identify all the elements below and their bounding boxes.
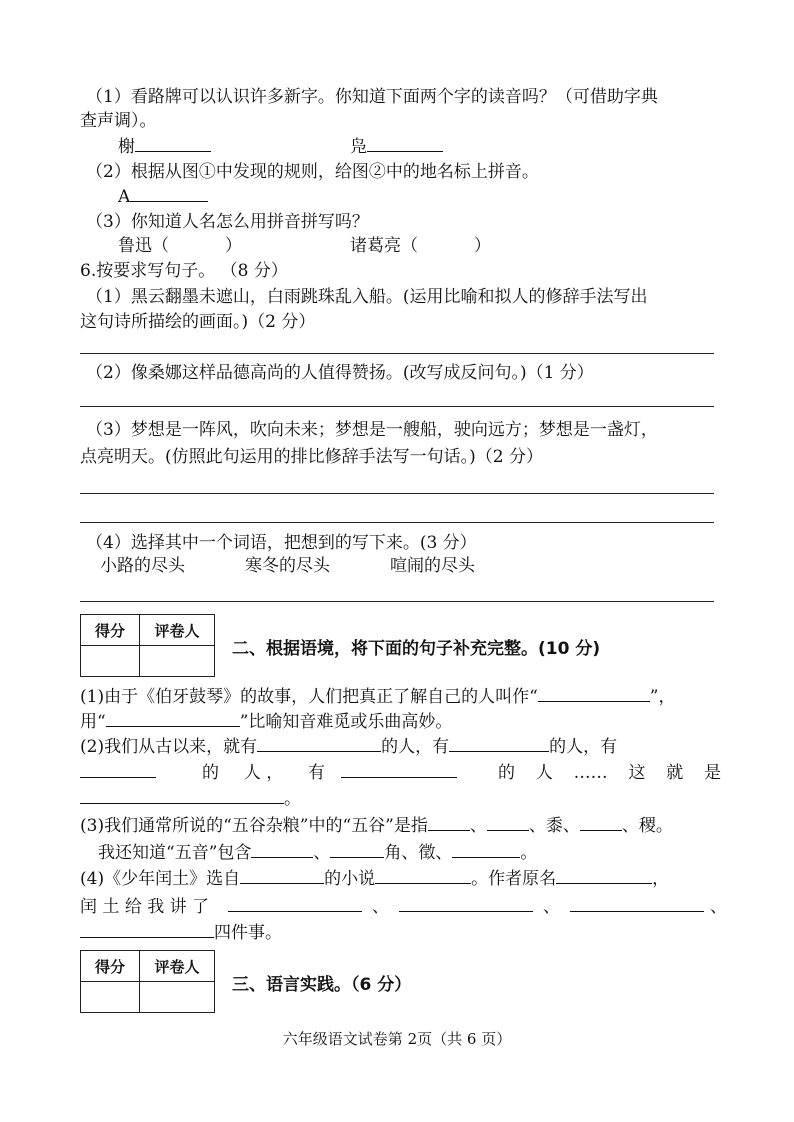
score-cell[interactable] [81, 982, 140, 1013]
s2-p3-blank6[interactable] [452, 842, 520, 858]
s2-p3-blank1[interactable] [428, 815, 470, 831]
s2-p3-blank4[interactable] [251, 842, 313, 858]
s2-p1-text-b: ”， [649, 687, 676, 707]
s2-p4-blank1[interactable] [240, 868, 324, 884]
s2-p4-blank6[interactable] [570, 896, 704, 912]
s2-p3-blank5[interactable] [330, 842, 384, 858]
score-table-section2 [80, 614, 215, 677]
pinyin-blank-b[interactable] [367, 136, 443, 152]
s2-p2-blank1[interactable] [257, 736, 381, 752]
s2-p4-text-d: ， [652, 869, 670, 889]
sep: 、 [562, 816, 580, 836]
q6-s1-line1: （1）黑云翻墨未遮山，白雨跳珠乱入船。(运用比喻和拟人的修辞手法写出 [86, 287, 648, 307]
name-b-label: 诸葛亮（ [350, 236, 418, 256]
q2-prefix: A [118, 187, 131, 207]
s2-p4-blank2[interactable] [375, 868, 471, 884]
s2-p3-blank3[interactable] [580, 815, 622, 831]
s2-p2-w8: 这 [628, 763, 646, 783]
sep: 、 [710, 897, 727, 917]
answer-line-s4[interactable] [80, 601, 714, 602]
s2-p1-blank1[interactable] [538, 686, 650, 702]
q6-title: 6.按要求写句子。 （8 分） [80, 261, 288, 281]
s2-p2-blank2[interactable] [449, 736, 549, 752]
q6-s3-line2: 点亮明天。(仿照此句运用的排比修辞手法写一句话。)（2 分） [80, 447, 543, 467]
answer-line-s2[interactable] [80, 406, 714, 407]
sep: 、 [528, 816, 546, 836]
s2-p2-line2b [498, 762, 721, 784]
s2-p4-text-b: 的小说 [324, 869, 376, 889]
q1-answer-row-b [350, 136, 443, 158]
s2-p4-w3: 给 [124, 897, 142, 917]
s2-p2-blank5[interactable] [80, 788, 284, 804]
q2-answer-row [118, 186, 208, 208]
score-table-section3 [80, 950, 215, 1013]
s2-p4-end: 四件事。 [214, 923, 282, 943]
name-a-label: 鲁迅（ [118, 236, 169, 256]
score-header: 得分 [81, 615, 140, 646]
s2-p2-blank3[interactable] [80, 762, 156, 778]
q1-line1: （1）看路牌可以认识许多新字。你知道下面两个字的读音吗？（可借助字典 [86, 87, 658, 107]
pinyin-blank-a[interactable] [135, 136, 211, 152]
s2-p2-text-b: 的人，有 [381, 737, 450, 757]
page-footer: 六年级语文试卷第 2页（共 6 页） [282, 1030, 512, 1048]
s2-p2-line2a [202, 762, 325, 784]
q2-blank[interactable] [130, 186, 208, 202]
s2-p4-blank5[interactable] [399, 896, 533, 912]
s2-p1-line1 [80, 686, 675, 708]
name-a-close: ） [225, 236, 242, 256]
name-a-row [118, 235, 242, 257]
s2-p2-w9: 就 [666, 763, 684, 783]
s2-p3-shu: 黍 [545, 816, 563, 836]
word-option-2: 寒冬的尽头 [245, 556, 330, 576]
s2-p3-jue: 角、徵、 [384, 843, 453, 863]
grader-cell[interactable] [140, 982, 215, 1013]
s2-p4-w2: 土 [102, 897, 120, 917]
answer-line-s3b[interactable] [80, 522, 714, 523]
s2-p1-text-a: (1)由于《伯牙鼓琴》的故事，人们把真正了解自己的人叫作“ [80, 687, 538, 707]
q6-s1-line2: 这句诗所描绘的画面。)（2 分） [80, 312, 316, 332]
q3-text: （3）你知道人名怎么用拼音拼写吗？ [86, 212, 369, 232]
grader-header: 评卷人 [140, 615, 215, 646]
s2-p2-line1 [80, 736, 617, 758]
s2-p3-blank2[interactable] [487, 815, 529, 831]
s2-p4-line3 [80, 922, 282, 944]
s2-p2-w1: 的 [202, 763, 219, 783]
s2-p1-text-c: 用“ [80, 712, 106, 732]
s2-p2-blank4-row [341, 762, 457, 784]
s2-p1-line2 [80, 711, 452, 733]
s2-p4-blank4[interactable] [228, 896, 362, 912]
s2-p4-blank7[interactable] [80, 922, 214, 938]
s2-p1-text-d: ”比喻知音难觅或乐曲高妙。 [239, 712, 453, 732]
section3-heading: 三、语言实践。（6 分） [232, 975, 412, 995]
s2-p4-w5: 讲 [169, 897, 187, 917]
section2-heading: 二、根据语境，将下面的句子补充完整。(10 分) [232, 639, 601, 659]
s2-p4-w6: 了 [192, 897, 210, 917]
q2-text: （2）根据从图①中发现的规则，给图②中的地名标上拼音。 [86, 162, 539, 182]
answer-line-s3a[interactable] [80, 493, 714, 494]
answer-line-s1[interactable] [80, 353, 714, 354]
score-header: 得分 [81, 951, 140, 982]
sep: 、 [543, 897, 560, 917]
s2-p4-text-c: 。作者原名 [471, 869, 557, 889]
s2-p2-w10: 是 [704, 763, 722, 783]
sep: 、 [372, 897, 389, 917]
s2-p2-blank3-row [80, 762, 156, 784]
word-option-1: 小路的尽头 [100, 556, 185, 576]
score-cell[interactable] [81, 646, 140, 677]
q1-answer-row [118, 136, 211, 158]
s2-p2-w3: ， [266, 763, 284, 783]
s2-p2-w7: …… [573, 763, 608, 783]
s2-p2-text-a: (2)我们从古以来，就有 [80, 737, 258, 757]
q6-s4: （4）选择其中一个词语，把想到的写下来。(3 分） [86, 533, 477, 553]
s2-p2-w6: 人 [535, 763, 553, 783]
s2-p3-ji: 稷。 [638, 816, 673, 836]
q6-s3-line1: （3）梦想是一阵风，吹向未来；梦想是一艘船，驶向远方；梦想是一盏灯， [86, 420, 658, 440]
name-b-close: ） [474, 236, 491, 256]
grader-cell[interactable] [140, 646, 215, 677]
s2-p4-blank3[interactable] [556, 868, 652, 884]
s2-p4-w1: 闰 [80, 897, 97, 917]
s2-p1-blank2[interactable] [106, 711, 240, 727]
s2-p3-text-a: (3)我们通常所说的“五谷杂粮”中的“五谷”是指 [80, 816, 428, 836]
word-option-3: 喧闹的尽头 [390, 556, 475, 576]
name-b-row [350, 235, 491, 257]
grader-header: 评卷人 [140, 951, 215, 982]
s2-p4-w4: 我 [147, 897, 165, 917]
q6-s2: （2）像桑娜这样品德高尚的人值得赞扬。(改写成反问句。)（1 分） [86, 363, 594, 383]
period: 。 [520, 843, 538, 863]
s2-p4-line2-blanks [228, 896, 727, 918]
char-a: 榭 [118, 137, 135, 157]
s2-p2-end: 。 [284, 789, 301, 809]
s2-p3-line1 [80, 815, 673, 837]
s2-p2-text-c: 的人，有 [549, 737, 618, 757]
s2-p4-text-a: (4)《少年闰土》选自 [80, 869, 241, 889]
q1-line2: 查声调）。 [80, 111, 157, 131]
char-b: 凫 [350, 137, 367, 157]
s2-p3-line2 [98, 842, 537, 864]
sep: 、 [469, 816, 487, 836]
s2-p3-line2-text: 我还知道“五音”包含 [98, 843, 252, 863]
s2-p2-line3 [80, 788, 301, 810]
sep: 、 [621, 816, 639, 836]
s2-p2-w2: 人 [243, 763, 261, 783]
s2-p2-w4: 有 [308, 763, 326, 783]
s2-p4-line2-lead [80, 896, 209, 918]
s2-p2-blank4[interactable] [341, 762, 457, 778]
s2-p4-line1 [80, 868, 669, 890]
s2-p2-w5: 的 [498, 763, 515, 783]
sep: 、 [313, 843, 331, 863]
